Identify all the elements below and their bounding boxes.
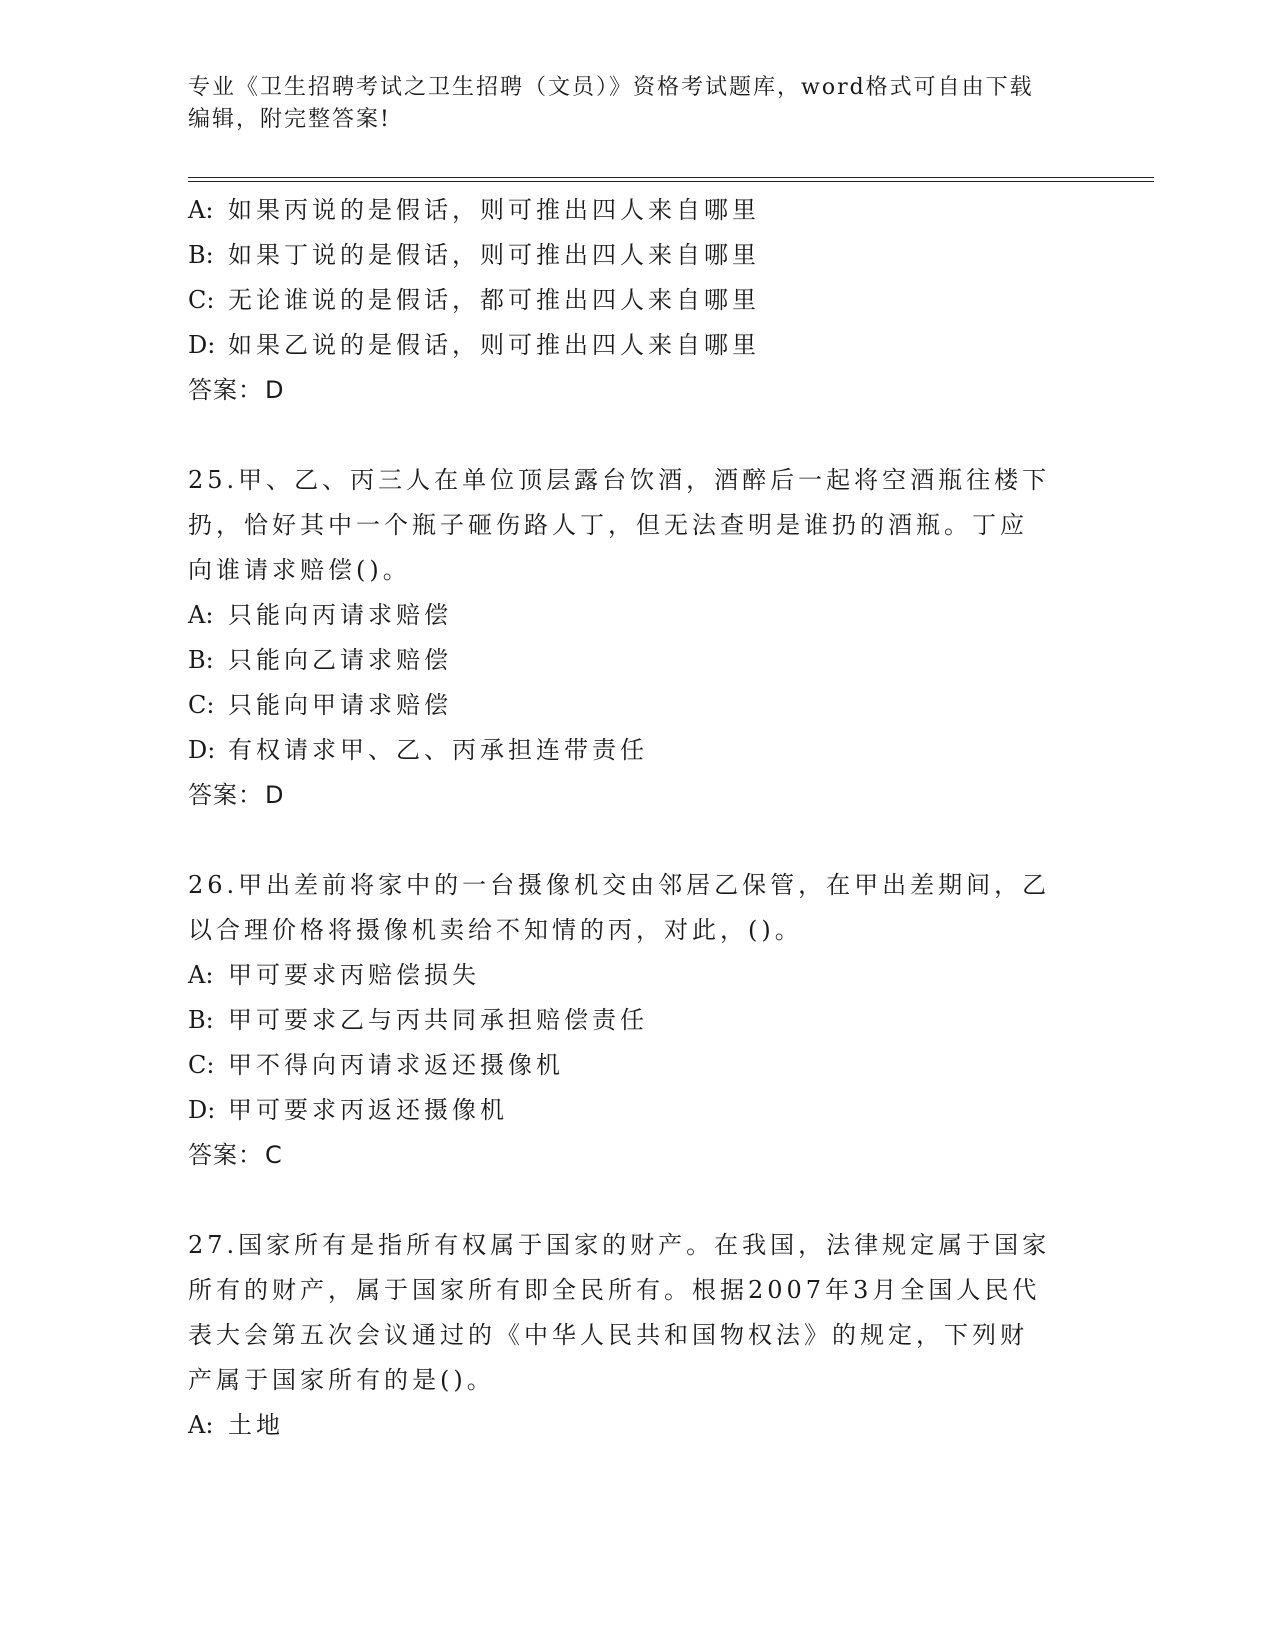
option-label: D: (188, 736, 216, 764)
answer-line (188, 368, 1088, 413)
header-divider-bottom (188, 181, 1154, 182)
question-stem (188, 1223, 1088, 1403)
option-b (188, 638, 1088, 683)
question-list (188, 188, 1088, 1448)
option-a (188, 188, 1088, 233)
option-label: B: (188, 1006, 214, 1034)
option-label: B: (188, 646, 214, 674)
option-text: 甲可要求丙返还摄像机 (228, 1096, 508, 1124)
document-header (188, 72, 1068, 136)
stem-line: 产属于国家所有的是()。 (188, 1366, 495, 1394)
stem-line: 扔，恰好其中一个瓶子砸伤路人丁，但无法查明是谁扔的酒瓶。丁应 (188, 511, 1028, 539)
option-label: C: (188, 691, 215, 719)
option-label: A: (188, 196, 214, 224)
answer-value: C (265, 1141, 283, 1169)
option-label: A: (188, 601, 214, 629)
option-text: 只能向丙请求赔偿 (228, 601, 452, 629)
question-25 (188, 458, 1088, 818)
option-text: 甲不得向丙请求返还摄像机 (228, 1051, 564, 1079)
option-d (188, 728, 1088, 773)
option-b (188, 233, 1088, 278)
option-d (188, 323, 1088, 368)
option-label: C: (188, 1051, 215, 1079)
answer-label: 答案： (188, 1141, 263, 1169)
option-text: 无论谁说的是假话，都可推出四人来自哪里 (228, 286, 760, 314)
answer-line (188, 1133, 1088, 1178)
option-label: D: (188, 331, 216, 359)
answer-line (188, 773, 1088, 818)
stem-line: 向谁请求赔偿()。 (188, 556, 411, 584)
option-text: 甲可要求丙赔偿损失 (228, 961, 480, 989)
question-stem (188, 863, 1088, 953)
option-text: 只能向乙请求赔偿 (228, 646, 452, 674)
answer-label: 答案： (188, 376, 263, 404)
option-label: A: (188, 1411, 214, 1439)
option-text: 如果丙说的是假话，则可推出四人来自哪里 (228, 196, 760, 224)
option-c (188, 1043, 1088, 1088)
stem-line: 以合理价格将摄像机卖给不知情的丙，对此，()。 (188, 916, 803, 944)
option-text: 土地 (228, 1411, 284, 1439)
option-label: A: (188, 961, 214, 989)
option-label: C: (188, 286, 215, 314)
prev-question-block (188, 188, 1088, 413)
question-26 (188, 863, 1088, 1178)
option-c (188, 278, 1088, 323)
header-divider-top (188, 177, 1154, 178)
option-text: 只能向甲请求赔偿 (228, 691, 452, 719)
stem-line: 25.甲、乙、丙三人在单位顶层露台饮酒，酒醉后一起将空酒瓶往楼下 (188, 466, 1051, 494)
option-text: 如果丁说的是假话，则可推出四人来自哪里 (228, 241, 760, 269)
stem-line: 26.甲出差前将家中的一台摄像机交由邻居乙保管，在甲出差期间，乙 (188, 871, 1051, 899)
option-c (188, 683, 1088, 728)
option-d (188, 1088, 1088, 1133)
option-text: 如果乙说的是假话，则可推出四人来自哪里 (228, 331, 760, 359)
answer-value: D (265, 376, 285, 404)
option-label: D: (188, 1096, 216, 1124)
option-text: 甲可要求乙与丙共同承担赔偿责任 (228, 1006, 648, 1034)
option-a (188, 593, 1088, 638)
header-line-1: 专业《卫生招聘考试之卫生招聘（文员）》资格考试题库，word格式可自由下载 (188, 75, 1034, 100)
question-27 (188, 1223, 1088, 1448)
answer-value: D (265, 781, 285, 809)
stem-line: 所有的财产，属于国家所有即全民所有。根据2007年3月全国人民代 (188, 1276, 1041, 1304)
stem-line: 表大会第五次会议通过的《中华人民共和国物权法》的规定，下列财 (188, 1321, 1028, 1349)
option-a (188, 953, 1088, 998)
option-text: 有权请求甲、乙、丙承担连带责任 (228, 736, 648, 764)
header-line-2: 编辑，附完整答案! (188, 107, 391, 132)
question-stem (188, 458, 1088, 593)
option-label: B: (188, 241, 214, 269)
option-b (188, 998, 1088, 1043)
stem-line: 27.国家所有是指所有权属于国家的财产。在我国，法律规定属于国家 (188, 1231, 1051, 1259)
option-a (188, 1403, 1088, 1448)
answer-label: 答案： (188, 781, 263, 809)
